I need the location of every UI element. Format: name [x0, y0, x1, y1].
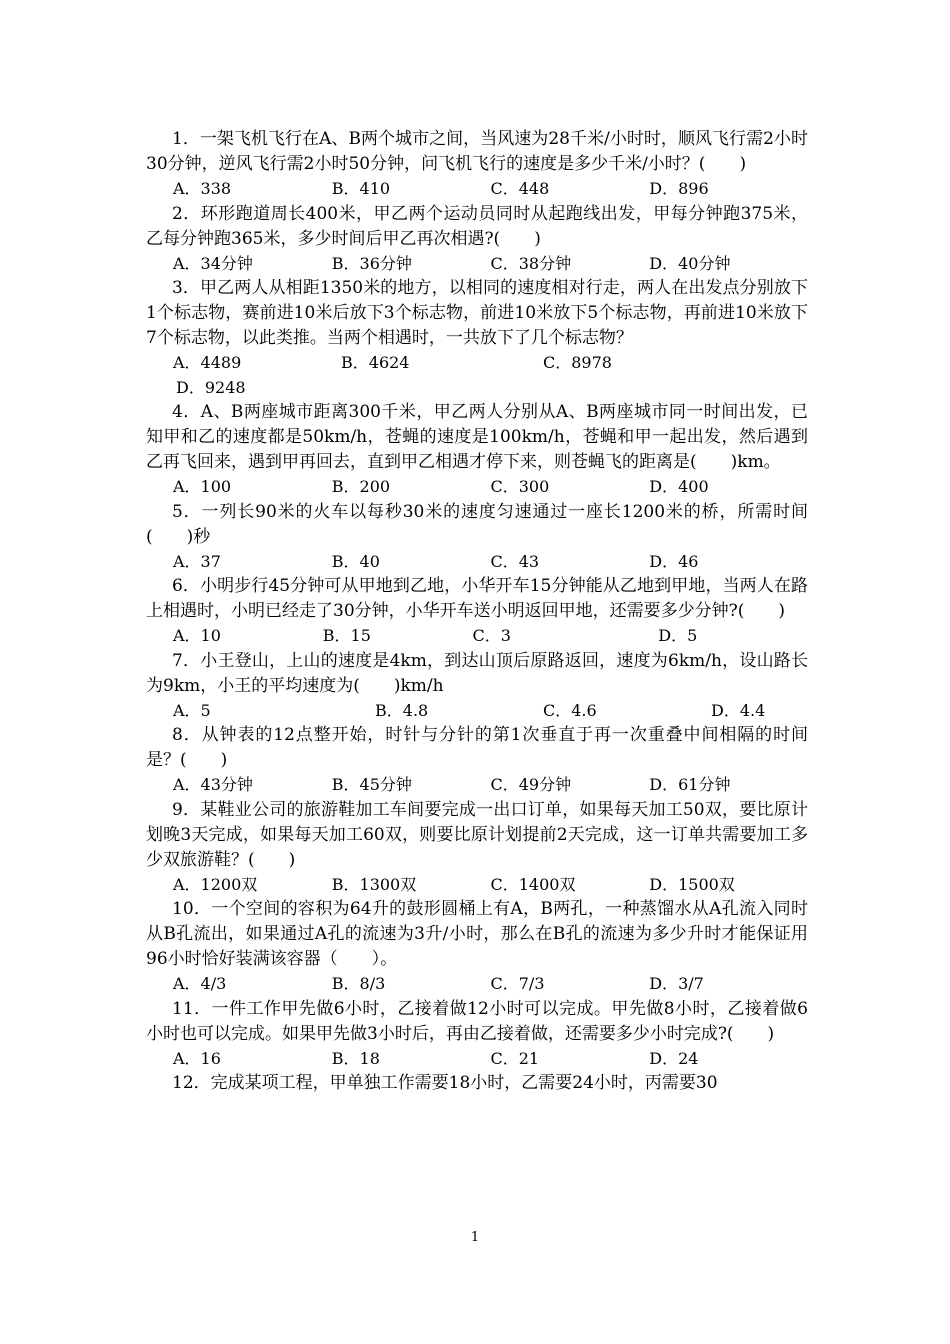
option-c: C．3 [472, 626, 511, 645]
option-b: B．4.8 [375, 700, 429, 720]
options-7 [146, 699, 808, 724]
option-a: A．43分钟 [173, 775, 253, 794]
option-d: D．46 [649, 551, 699, 571]
option-a: A．16 [173, 1048, 221, 1068]
options-3 [146, 351, 808, 376]
option-d: D．24 [649, 1048, 699, 1068]
option-c: C．38分钟 [490, 253, 572, 273]
question-3: 3．甲乙两人从相距1350米的地方，以相同的速度相对行走，两人在出发点分别放下1个标志物，赛前进10米后放下3个标志物，前进10米放下5个标志物，再前进10米放下7个标志物，以此类推。当两个相遇时，一共放下了几个标志物？ [146, 278, 808, 348]
options-6 [146, 624, 808, 649]
option-c: C．300 [490, 477, 550, 496]
options-8 [146, 773, 808, 798]
option-a: A．34分钟 [173, 253, 253, 273]
option-c: C．7/3 [490, 974, 545, 993]
options-11 [146, 1047, 808, 1072]
option-d: D．1500双 [649, 874, 735, 894]
option-b: B．45分钟 [331, 775, 412, 794]
option-d: D．61分钟 [649, 775, 731, 794]
option-d: D．40分钟 [649, 253, 731, 273]
option-a: A．10 [173, 626, 221, 645]
page-number: 1 [470, 1230, 480, 1245]
option-d: D．3/7 [649, 974, 704, 993]
option-c: C．21 [490, 1048, 540, 1068]
option-c: C．8978 [543, 353, 612, 372]
question-12: 12．完成某项工程，甲单独工作需要18小时，乙需要24小时，丙需要30 [172, 1073, 718, 1093]
option-d: D．5 [658, 626, 698, 645]
question-1: 1．一架飞机飞行在A、B两个城市之间，当风速为28千米/小时时，顺风飞行需2小时30分钟，逆风飞行需2小时50分钟，问飞机飞行的速度是多少千米/小时？( ) [146, 129, 808, 174]
option-d: D．4.4 [711, 700, 766, 720]
question-list [146, 127, 808, 1096]
option-c: C．43 [490, 551, 540, 571]
option-c: C．4.6 [543, 700, 597, 720]
options-4 [146, 475, 808, 500]
option-a: A．5 [173, 700, 211, 720]
options-1 [146, 177, 808, 202]
option-a: A．4489 [173, 353, 242, 372]
question-5: 5．一列长90米的火车以每秒30米的速度匀速通过一座长1200米的桥，所需时间( )秒 [146, 501, 808, 547]
question-10: 10．一个空间的容积为64升的鼓形圆桶上有A，B两孔，一种蒸馏水从A孔流入同时从B孔流出，如果通过A孔的流速为3升/小时，那么在B孔的流速为多少升时才能保证用96小时恰好装满该容器（ ）。 [146, 899, 808, 969]
options-10 [146, 972, 808, 997]
question-6: 6．小明步行45分钟可从甲地到乙地，小华开车15分钟能从乙地到甲地，当两人在路上相遇时，小明已经走了30分钟，小华开车送小明返回甲地，还需要多少分钟?( ) [146, 576, 808, 621]
option-d: D．9248 [176, 377, 246, 397]
option-b: B．36分钟 [331, 253, 412, 273]
question-9: 9．某鞋业公司的旅游鞋加工车间要完成一出口订单，如果每天加工50双，要比原计划晚3天完成，如果每天加工60双，则要比原计划提前2天完成，这一订单共需要加工多少双旅游鞋？( ) [146, 799, 808, 870]
option-b: B．410 [331, 179, 391, 198]
options-9 [146, 873, 808, 898]
options-5 [146, 550, 808, 575]
option-c: C．1400双 [490, 874, 576, 894]
option-d: D．896 [649, 179, 709, 198]
option-a: A．100 [173, 477, 232, 496]
option-b: B．15 [322, 626, 371, 645]
option-b: B．40 [331, 551, 380, 571]
option-c: C．448 [490, 179, 550, 198]
option-b: B．1300双 [331, 874, 417, 894]
question-4: 4．A、B两座城市距离300千米，甲乙两人分别从A、B两座城市同一时间出发，已知甲和乙的速度都是50km/h，苍蝇的速度是100km/h，苍蝇和甲一起出发，然后遇到乙再飞回来，遇到甲再回去，直到甲乙相遇才停下来，则苍蝇飞的距离是( )km。 [146, 402, 808, 472]
option-a: A．4/3 [173, 974, 227, 993]
question-11: 11．一件工作甲先做6小时，乙接着做12小时可以完成。甲先做8小时，乙接着做6小时也可以完成。如果甲先做3小时后，再由乙接着做，还需要多少小时完成?( ) [146, 998, 808, 1044]
question-2: 2．环形跑道周长400米，甲乙两个运动员同时从起跑线出发，甲每分钟跑375米，乙每分钟跑365米，多少时间后甲乙再次相遇?( ) [146, 203, 808, 249]
options-2 [146, 252, 808, 277]
option-a: A．1200双 [173, 874, 258, 894]
option-d: D．400 [649, 477, 709, 496]
option-a: A．37 [173, 551, 221, 571]
question-7: 7．小王登山，上山的速度是4km，到达山顶后原路返回，速度为6km/h，设山路长为9km，小王的平均速度为( )km/h [146, 650, 808, 696]
question-8: 8．从钟表的12点整开始，时针与分针的第1次垂直于再一次重叠中间相隔的时间是？( ) [146, 725, 808, 770]
option-b: B．8/3 [331, 974, 386, 993]
option-b: B．18 [331, 1048, 380, 1068]
option-c: C．49分钟 [490, 775, 572, 794]
option-b: B．4624 [341, 353, 410, 372]
option-b: B．200 [331, 477, 391, 496]
option-a: A．338 [173, 179, 232, 198]
